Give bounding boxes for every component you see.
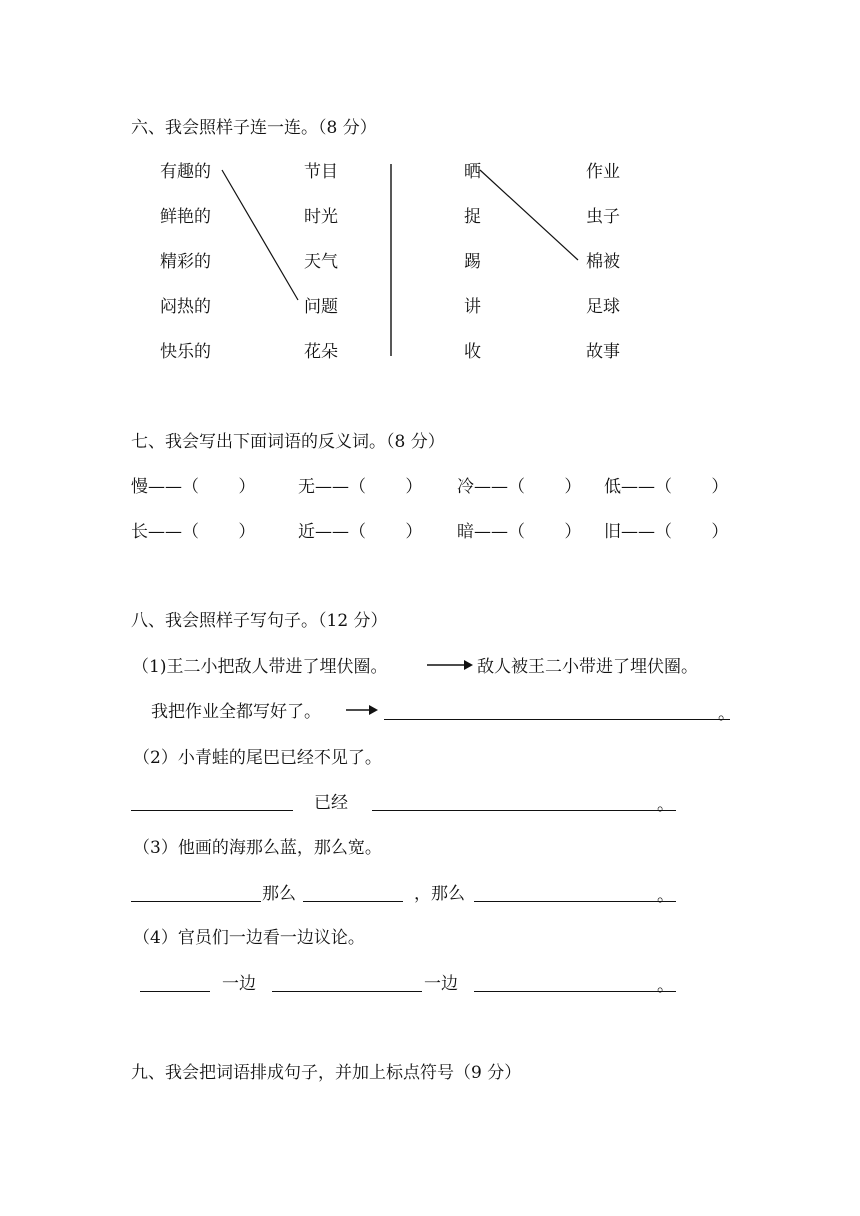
answer-line-4c[interactable] (474, 991, 676, 992)
antonym-blank-1[interactable]: 慢——（ ） (131, 477, 256, 497)
adjective-2: 鲜艳的 (160, 207, 211, 227)
answer-line-2b[interactable] (372, 810, 676, 811)
example-link-right (480, 170, 578, 260)
section-6-heading: 六、我会照样子连一连。（8 分） (131, 118, 377, 138)
question-2-keyword: 已经 (314, 793, 348, 813)
noun-3: 天气 (304, 252, 338, 272)
question-4-keyword-1: 一边 (222, 974, 256, 994)
antonym-blank-6[interactable]: 近——（ ） (298, 522, 423, 542)
answer-period-2: 。 (657, 795, 674, 815)
arrow-1-head (464, 660, 473, 670)
antonym-blank-2[interactable]: 无——（ ） (298, 477, 423, 497)
verb-1: 晒 (464, 162, 481, 182)
verb-2: 捉 (464, 207, 481, 227)
arrow-2-head (369, 705, 378, 715)
answer-line-3c[interactable] (474, 901, 676, 902)
object-5: 故事 (586, 342, 620, 362)
object-1: 作业 (586, 162, 620, 182)
object-3: 棉被 (586, 252, 620, 272)
example-target-sentence: 敌人被王二小带进了埋伏圈。 (477, 657, 698, 677)
question-3: （3）他画的海那么蓝，那么宽。 (133, 838, 382, 858)
answer-line-2a[interactable] (131, 810, 293, 811)
answer-line-4b[interactable] (272, 991, 422, 992)
verb-4: 讲 (464, 297, 481, 317)
question-4: （4）官员们一边看一边议论。 (133, 928, 365, 948)
object-4: 足球 (586, 297, 620, 317)
section-8-heading: 八、我会照样子写句子。（12 分） (131, 611, 388, 631)
section-7-heading: 七、我会写出下面词语的反义词。（8 分） (131, 432, 445, 452)
answer-period-4: 。 (657, 976, 674, 996)
example-source-sentence: （1)王二小把敌人带进了埋伏圈。 (132, 657, 388, 677)
antonym-blank-8[interactable]: 旧——（ ） (604, 522, 729, 542)
answer-line-3a[interactable] (131, 901, 261, 902)
noun-4: 问题 (304, 297, 338, 317)
antonym-blank-3[interactable]: 冷——（ ） (457, 477, 582, 497)
noun-2: 时光 (304, 207, 338, 227)
antonym-blank-4[interactable]: 低——（ ） (604, 477, 729, 497)
adjective-4: 闷热的 (160, 297, 211, 317)
question-3-keyword-2: ，那么 (414, 884, 465, 904)
noun-5: 花朵 (304, 342, 338, 362)
antonym-blank-5[interactable]: 长——（ ） (131, 522, 256, 542)
answer-line-3b[interactable] (303, 901, 403, 902)
noun-1: 节目 (304, 162, 338, 182)
antonym-blank-7[interactable]: 暗——（ ） (457, 522, 582, 542)
adjective-1: 有趣的 (160, 162, 211, 182)
question-4-keyword-2: 一边 (424, 974, 458, 994)
section-9-heading: 九、我会把词语排成句子，并加上标点符号（9 分） (131, 1063, 522, 1083)
verb-3: 踢 (464, 252, 481, 272)
verb-5: 收 (464, 342, 481, 362)
example-link-left (222, 170, 298, 300)
answer-line-4a[interactable] (140, 991, 210, 992)
adjective-3: 精彩的 (160, 252, 211, 272)
question-2: （2）小青蛙的尾巴已经不见了。 (133, 748, 382, 768)
object-2: 虫子 (586, 207, 620, 227)
answer-period-3: 。 (657, 886, 674, 906)
adjective-5: 快乐的 (160, 342, 211, 362)
answer-line-1[interactable] (384, 719, 730, 720)
answer-period-1: 。 (718, 704, 735, 724)
question-3-keyword-1: 那么 (262, 884, 296, 904)
task-1-sentence: 我把作业全都写好了。 (151, 702, 321, 722)
